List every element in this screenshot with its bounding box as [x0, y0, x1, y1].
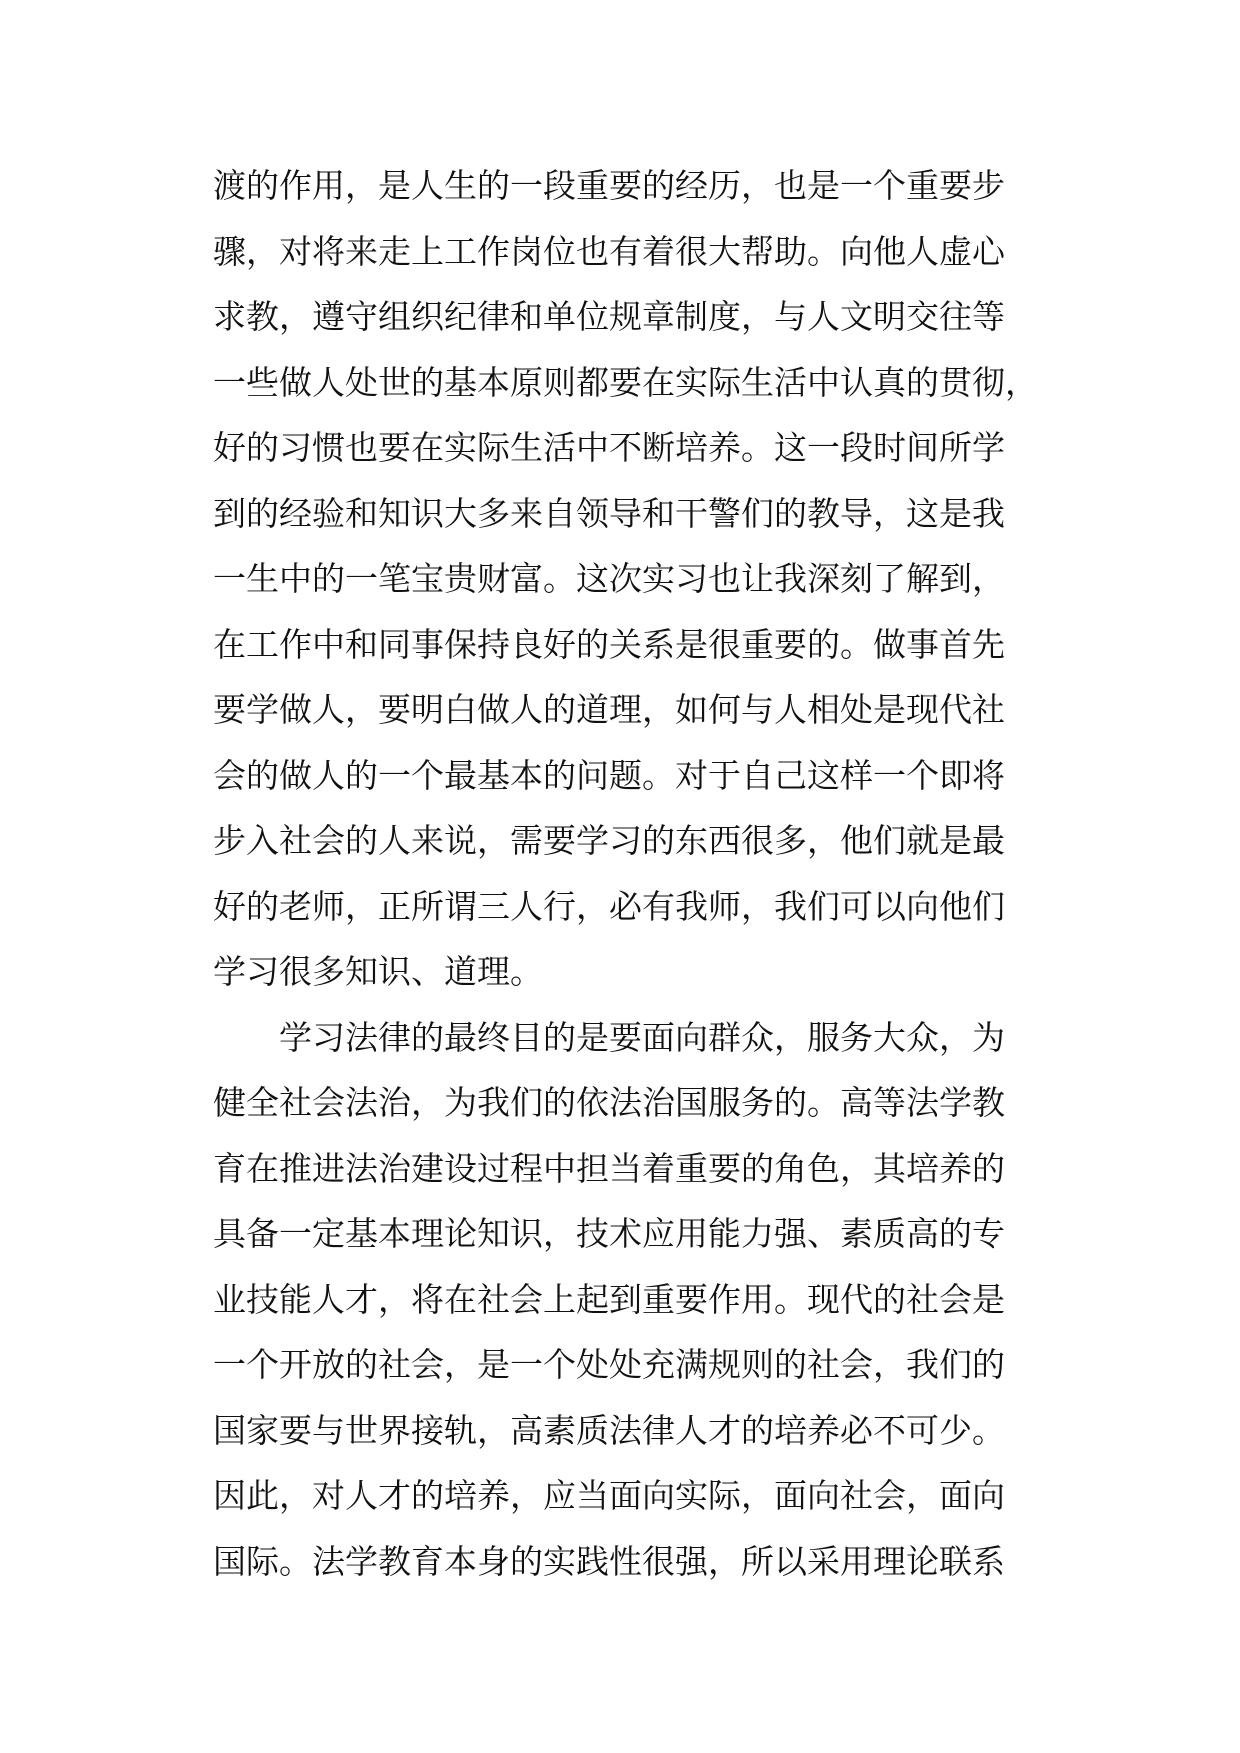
text-line: 因此，对人才的培养，应当面向实际，面向社会，面向	[213, 1476, 1005, 1515]
text-line: 育在推进法治建设过程中担当着重要的角色，其培养的	[213, 1148, 1005, 1188]
text-line: 健全社会法治，为我们的依法治国服务的。高等法学教	[213, 1083, 1005, 1122]
text-line: 好的习惯也要在实际生活中不断培养。这一段时间所学	[213, 428, 1005, 467]
text-line: 业技能人才，将在社会上起到重要作用。现代的社会是	[213, 1279, 1005, 1319]
text-line: 具备一定基本理论知识，技术应用能力强、素质高的专	[213, 1214, 1005, 1253]
text-line: 要学做人，要明白做人的道理，如何与人相处是现代社	[213, 690, 1005, 729]
text-line: 国际。法学教育本身的实践性很强，所以采用理论联系	[213, 1541, 1005, 1581]
text-line: 一生中的一笔宝贵财富。这次实习也让我深刻了解到，	[213, 559, 1005, 598]
text-line: 步入社会的人来说，需要学习的东西很多，他们就是最	[213, 821, 1005, 860]
text-line: 在工作中和同事保持良好的关系是很重要的。做事首先	[213, 624, 1005, 664]
text-line: 到的经验和知识大多来自领导和干警们的教导，这是我	[213, 493, 1005, 533]
text-line: 会的做人的一个最基本的问题。对于自己这样一个即将	[213, 755, 1005, 795]
text-line: 骤，对将来走上工作岗位也有着很大帮助。向他人虚心	[213, 231, 1005, 271]
body-text	[213, 153, 1073, 1594]
text-line: 渡的作用，是人生的一段重要的经历，也是一个重要步	[213, 166, 1005, 205]
paragraph-first-line: 学习法律的最终目的是要面向群众，服务大众，为	[279, 1017, 1005, 1057]
text-line: 好的老师，正所谓三人行，必有我师，我们可以向他们	[213, 886, 1005, 926]
text-line: 求教，遵守组织纪律和单位规章制度，与人文明交往等	[213, 297, 1005, 336]
text-line: 学习很多知识、道理。	[213, 952, 543, 991]
text-line: 国家要与世界接轨，高素质法律人才的培养必不可少。	[213, 1410, 1005, 1450]
text-line: 一个开放的社会，是一个处处充满规则的社会，我们的	[213, 1345, 1005, 1384]
text-line: 一些做人处世的基本原则都要在实际生活中认真的贯彻，	[213, 362, 1038, 402]
